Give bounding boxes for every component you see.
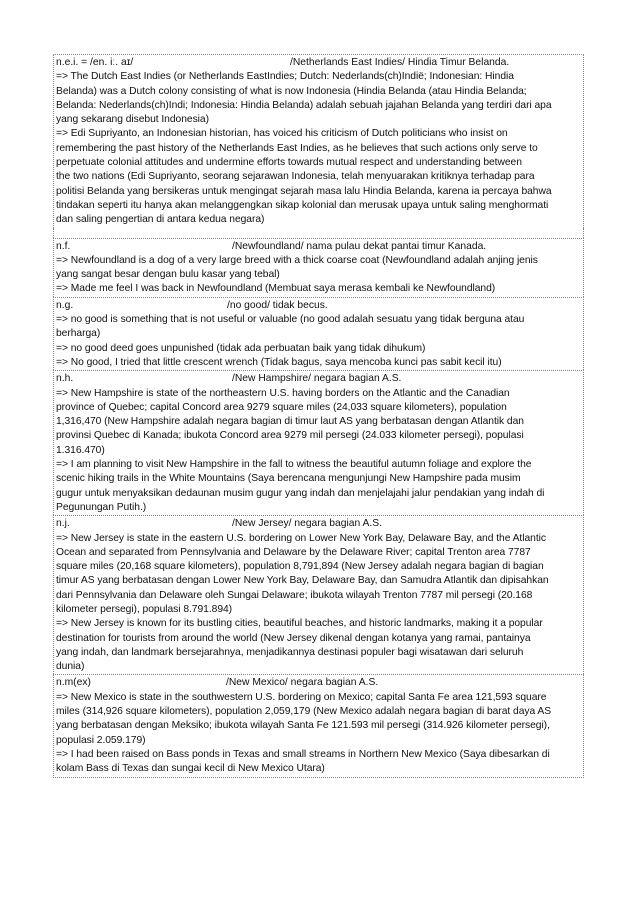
entry-spacer	[53, 228, 584, 238]
entry-text-line: => Edi Supriyanto, an Indonesian historian, has voiced his criticism of Dutch politicians who insist on	[56, 128, 508, 140]
entry-text-line: 1,316,470 (New Hampshire adalah negara bagian di timur laut AS yang berbatasan dengan Atlantik dan	[56, 416, 524, 428]
entry-text-line: politisi Belanda yang bersikeras untuk mengingat sejarah masa lalu Hindia Belanda, karena ia percaya bahwa	[56, 185, 552, 197]
entry-text-line: => I had been raised on Bass ponds in Texas and small streams in Northern New Mexico (Saya dibesarkan di	[56, 748, 550, 760]
entry-text-line: remembering the past history of the Netherlands East Indies, as he believes that such actions only serve to	[56, 142, 538, 154]
entry-word: n.h.	[56, 373, 74, 385]
entry-text-line: gugur untuk menyaksikan dedaunan musim gugur yang indah dan menjelajahi jalur pendakian yang indah di	[56, 487, 545, 499]
entry-text-line: the two nations (Edi Supriyanto, seorang sejarawan Indonesia, telah menyuarakan kritiknya terhadap para	[56, 171, 535, 183]
entry-text-line: => New Jersey is state in the eastern U.S. bordering on Lower New York Bay, Delaware Bay, and the Atlantic	[56, 532, 546, 544]
entry-text-line: => New Mexico is state in the southwestern U.S. bordering on Mexico; capital Santa Fe area 121,593 square	[56, 691, 547, 703]
entry-text-line: dari Pennsylvania dan Delaware oleh Sungai Delaware; ibukota wilayah Trenton 7787 mil persegi (20.168	[56, 589, 533, 601]
entry-text-line: => Newfoundland is a dog of a very large breed with a thick coarse coat (Newfoundland adalah anjing jenis	[56, 254, 538, 266]
entry-headline	[56, 517, 581, 531]
entry-headline	[56, 676, 581, 690]
entry-headline	[56, 56, 581, 70]
entry-text-line: => New Jersey is known for its bustling cities, beautiful beaches, and historic landmarks, making it a popular	[56, 618, 543, 630]
entry-word: n.e.i. = /en. iː. aɪ/	[56, 57, 134, 68]
entry-text-line: yang sekarang disebut Indonesia)	[56, 114, 209, 126]
entry-word: n.m(ex)	[56, 677, 91, 689]
entry-definition: /Netherlands East Indies/ Hindia Timur Belanda.	[290, 57, 510, 68]
dictionary-entry	[53, 54, 584, 228]
entry-text-line: berharga)	[56, 328, 101, 340]
entry-headline	[56, 299, 581, 313]
entry-word: n.j.	[56, 518, 70, 530]
entry-text-line: => New Hampshire is state of the northeastern U.S. having borders on the Atlantic and the Canadian	[56, 387, 510, 399]
entry-definition: /New Mexico/ negara bagian A.S.	[226, 677, 379, 689]
entry-text-line: yang sangat besar dengan bulu kasar yang tebal)	[56, 269, 280, 281]
entry-word: n.g.	[56, 299, 74, 311]
entry-text-line: timur AS yang berbatasan dengan Lower New York Bay, Delaware Bay, dan Samudra Atlantik dan dipisahkan	[56, 575, 549, 587]
entry-text-line: Ocean and separated from Pennsylvania and Delaware by the Delaware River; capital Trenton area 7787	[56, 546, 531, 558]
entry-text-line: provinsi Quebec di Kanada; ibukota Concord area 9279 mil persegi (24.033 kilometer persegi), populasi	[56, 430, 524, 442]
dictionary-entry	[53, 674, 584, 777]
entry-text-line: => Made me feel I was back in Newfoundland (Membuat saya merasa kembali ke Newfoundland)	[56, 283, 496, 295]
dictionary-entry	[53, 297, 584, 370]
entry-text-line: scenic hiking trails in the White Mountains (Saya berencana mengunjungi New Hampshire pada musim	[56, 473, 521, 485]
entry-text-line: 1.316.470)	[56, 444, 105, 456]
entry-definition: /no good/ tidak becus.	[227, 299, 328, 311]
entry-text-line: kolam Bass di Texas dan sungai kecil di New Mexico Utara)	[56, 763, 325, 775]
entry-text-line: square miles (20,168 square kilometers), population 8,791,894 (New Jersey adalah negara bagian di bagian	[56, 561, 544, 573]
entry-text-line: kilometer persegi), populasi 8.791.894)	[56, 603, 233, 615]
entry-text-line: perpetuate colonial attitudes and undermine efforts towards mutual respect and understanding between	[56, 157, 522, 169]
entry-text-line: => no good is something that is not useful or valuable (no good adalah sesuatu yang tidak berguna atau	[56, 314, 525, 326]
entry-text-line: destination for tourists from around the world (New Jersey dikenal dengan kotanya yang ramai, pantainya	[56, 632, 531, 644]
entry-word: n.f.	[56, 240, 71, 252]
entry-text-line: populasi 2.059.179)	[56, 734, 146, 746]
dictionary-entry	[53, 515, 584, 674]
entry-definition: /New Hampshire/ negara bagian A.S.	[232, 373, 402, 385]
entry-text-line: miles (314,926 square kilometers), population 2,059,179 (New Mexico adalah negara bagian di barat daya AS	[56, 706, 552, 718]
entry-text-line: province of Quebec; capital Concord area 9279 square miles (24,033 square kilometers), population	[56, 401, 507, 413]
entry-text-line: => I am planning to visit New Hampshire in the fall to witness the beautiful autumn foliage and explore the	[56, 459, 532, 471]
entry-text-line: => no good deed goes unpunished (tidak ada perbuatan baik yang tidak dihukum)	[56, 342, 426, 354]
entry-definition: /New Jersey/ negara bagian A.S.	[232, 518, 382, 530]
entry-text-line: dunia)	[56, 661, 85, 673]
entry-headline	[56, 372, 581, 386]
entry-headline	[56, 240, 581, 254]
entry-text-line: Belanda: Nederlands(ch)Indi; Indonesia: Hindia Belanda) adalah sebuah jajahan Belanda yang terdiri dari apa	[56, 99, 552, 111]
entry-text-line: Pegunungan Putih.)	[56, 501, 147, 513]
entry-text-line: dan saling pengertian di antara kedua negara)	[56, 214, 265, 226]
entry-text-line: Belanda) was a Dutch colony consisting of what is now Indonesia (Hindia Belanda (atau Hindia Belanda;	[56, 85, 527, 97]
entry-definition: /Newfoundland/ nama pulau dekat pantai timur Kanada.	[232, 240, 487, 252]
entry-text-line: tindakan seperti itu hanya akan melanggengkan sikap kolonial dan merusak upaya untuk saling menghormati	[56, 199, 549, 211]
entry-text-line: yang berbatasan dengan Meksiko; ibukota wilayah Santa Fe 121.593 mil persegi (314.926 kilometer persegi),	[56, 720, 550, 732]
dictionary-entry	[53, 238, 584, 297]
dictionary-page	[53, 54, 584, 778]
dictionary-entry	[53, 370, 584, 515]
entry-text-line: => No good, I tried that little crescent wrench (Tidak bagus, saya mencoba kunci pas sabit kecil itu)	[56, 356, 502, 368]
entry-text-line: yang indah, dan landmark bersejarahnya, menjadikannya destinasi populer bagi wisatawan dari seluruh	[56, 646, 524, 658]
entry-text-line: => The Dutch East Indies (or Netherlands EastIndies; Dutch: Nederlands(ch)Indië; Indonesian: Hindia	[56, 71, 514, 83]
